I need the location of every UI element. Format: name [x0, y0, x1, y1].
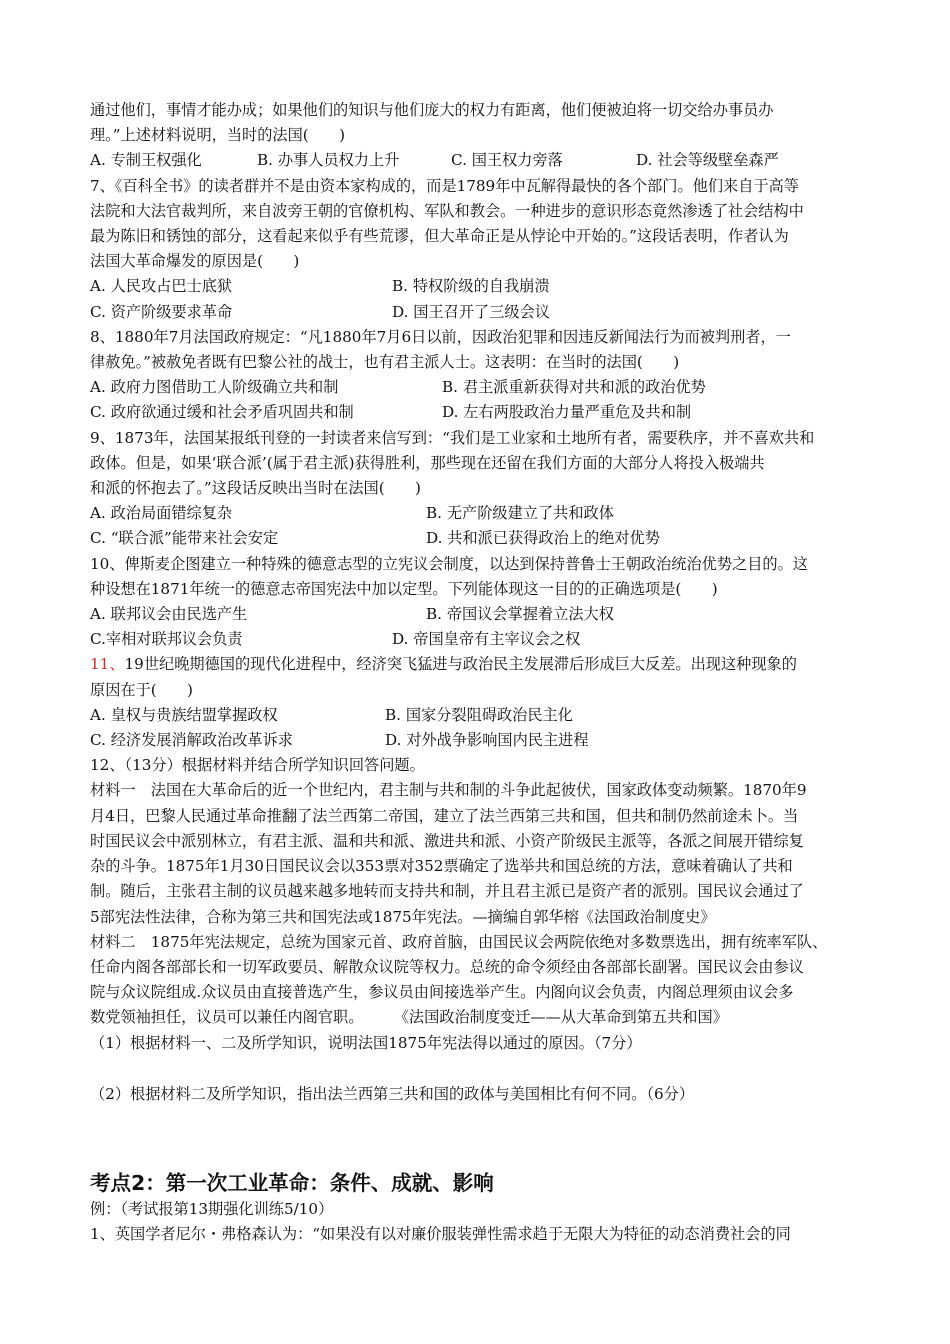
q12-subquestion-2: （2）根据材料二及所学知识，指出法兰西第三共和国的政体与美国相比有何不同。（6分）: [90, 1084, 695, 1103]
q6-stem-line: 理。”上述材料说明，当时的法国( ): [90, 126, 346, 145]
q8-option-b: B. 君主派重新获得对共和派的政治优势: [442, 378, 706, 397]
q11-stem-text: 19世纪晚期德国的现代化进程中，经济突飞猛进与政治民主发展滞后形成巨大反差。出现这种现象的: [124, 655, 797, 674]
q11-option-d: D. 对外战争影响国内民主进程: [385, 731, 589, 750]
q12-material1-line: 月4日，巴黎人民通过革命推翻了法兰西第二帝国，建立了法兰西第三共和国，但共和制仍然前途未卜。当: [90, 806, 799, 825]
q12-material1-line: 制。随后，主张君主制的议员越来越多地转而支持共和制，并且君主派已是资产者的派别。国民议会通过了: [90, 882, 804, 901]
example-source: 例：（考试报第13期强化训练5/10）: [90, 1199, 334, 1218]
q10-stem-line: 10、俾斯麦企图建立一种特殊的德意志型的立宪议会制度，以达到保持普鲁士王朝政治统治优势之目的。这: [90, 554, 808, 573]
q12-material2-line: 院与众议院组成.众议员由直接普选产生，参议员由间接选举产生。内阁向议会负责，内阁总理须由议会多: [90, 983, 794, 1002]
q9-stem-line: 政体。但是，如果‘联合派’(属于君主派)获得胜利，那些现在还留在我们方面的大部分人将投入极端共: [90, 453, 765, 472]
q8-option-d: D. 左右两股政治力量严重危及共和制: [442, 403, 692, 422]
q9-option-a: A. 政治局面错综复杂: [90, 504, 233, 523]
q10-stem-line: 种设想在1871年统一的德意志帝国宪法中加以定型。下列能体现这一目的的正确选项是( ): [90, 579, 718, 598]
q11-stem-line: 原因在于( ): [90, 680, 193, 699]
q8-options-row: [90, 375, 872, 400]
q9-option-c: C. “联合派”能带来社会安定: [90, 529, 279, 548]
q6-options: [90, 148, 872, 173]
q8-option-c: C. 政府欲通过缓和社会矛盾巩固共和制: [90, 403, 354, 422]
q7-options-row: [90, 274, 872, 299]
q7-stem-line: 最为陈旧和锈蚀的部分，这看起来似乎有些荒谬，但大革命正是从悖论中开始的。”这段话表明，作者认为: [90, 227, 789, 246]
q11-option-c: C. 经济发展消解政治改革诉求: [90, 731, 293, 750]
q12-material1-line: 材料一 法国在大革命后的近一个世纪内，君主制与共和制的斗争此起彼伏，国家政体变动频繁。1870年9: [90, 781, 807, 800]
q11-stem-line: [90, 652, 872, 677]
q12-material1-line: 时国民议会中派别林立，有君主派、温和共和派、激进共和派、小资产阶级民主派等，各派之间展开错综复: [90, 831, 804, 850]
q9-stem-line: 9、1873年，法国某报纸刊登的一封读者来信写到：“我们是工业家和土地所有者，需要秩序，并不喜欢共和: [90, 428, 815, 447]
answer-space: [90, 1107, 872, 1169]
q8-stem-line: 律赦免。”被赦免者既有巴黎公社的战士，也有君主派人士。这表明：在当时的法国( ): [90, 353, 680, 372]
q7-option-b: B. 特权阶级的自我崩溃: [392, 277, 550, 296]
q11-option-a: A. 皇权与贵族结盟掌握政权: [90, 705, 278, 724]
section2-q1-stem-line: 1、英国学者尼尔・弗格森认为：“如果没有以对廉价服装弹性需求趋于无限大为特征的动态消费社会的同: [90, 1225, 791, 1244]
q9-option-b: B. 无产阶级建立了共和政体: [426, 504, 614, 523]
q9-options-row: [90, 526, 872, 551]
q12-material2-line: 数党领袖担任，议员可以兼任内阁官职。 《法国政治制度变迁——从大革命到第五共和国》: [90, 1008, 728, 1027]
q9-stem-line: 和派的怀抱去了。”这段话反映出当时在法国( ): [90, 479, 421, 498]
q8-options-row: [90, 400, 872, 425]
q7-option-c: C. 资产阶级要求革命: [90, 302, 233, 321]
q11-number: 11、: [90, 655, 125, 674]
answer-space: [90, 1056, 872, 1082]
q7-options-row: [90, 300, 872, 325]
q6-option-a: A. 专制王权强化: [90, 151, 202, 170]
q12-intro: 12、（13分）根据材料并结合所学知识回答问题。: [90, 756, 425, 775]
q10-option-d: D. 帝国皇帝有主宰议会之权: [392, 630, 581, 649]
q11-options-row: [90, 728, 872, 753]
q6-stem-line: 通过他们，事情才能办成；如果他们的知识与他们庞大的权力有距离，他们便被迫将一切交给办事员办: [90, 101, 774, 119]
q11-options-row: [90, 703, 872, 728]
q7-stem-line: 法国大革命爆发的原因是( ): [90, 252, 300, 271]
q10-options-row: [90, 602, 872, 627]
q12-material2-line: 任命内阁各部部长和一切军政要员、解散众议院等权力。总统的命令须经由各部部长副署。国民议会由参议: [90, 957, 804, 976]
q7-option-d: D. 国王召开了三级会议: [392, 302, 550, 321]
section-heading: 考点2：第一次工业革命：条件、成就、影响: [90, 1170, 494, 1195]
q10-options-row: [90, 627, 872, 652]
q12-material1-line: 杂的斗争。1875年1月30日国民议会以353票对352票确定了选举共和国总统的方法，意味着确认了共和: [90, 857, 793, 876]
q8-option-a: A. 政府力图借助工人阶级确立共和制: [90, 378, 339, 397]
q10-option-c: C.宰相对联邦议会负责: [90, 630, 243, 649]
q12-material2-line: 材料二 1875年宪法规定，总统为国家元首、政府首脑，由国民议会两院依绝对多数票选出，拥有统率军队、: [90, 932, 828, 951]
q7-stem-line: 7、《百科全书》的读者群并不是由资本家构成的，而是1789年中瓦解得最快的各个部门。他们来自于高等: [90, 176, 799, 195]
q11-option-b: B. 国家分裂阻碍政治民主化: [385, 705, 573, 724]
q10-option-a: A. 联邦议会由民选产生: [90, 605, 248, 624]
q6-option-d: D. 社会等级壁垒森严: [636, 151, 779, 170]
q12-material1-line: 5部宪法性法律，合称为第三共和国宪法或1875年宪法。—摘编自郭华榕《法国政治制度史》: [90, 907, 716, 926]
document-page: [90, 98, 872, 1247]
q6-option-b: B. 办事人员权力上升: [257, 151, 400, 170]
q7-option-a: A. 人民攻占巴士底狱: [90, 277, 233, 296]
q7-stem-line: 法院和大法官裁判所，来自波旁王朝的官僚机构、军队和教会。一种进步的意识形态竟然渗透了社会结构中: [90, 201, 804, 220]
q12-subquestion-1: （1）根据材料一、二及所学知识，说明法国1875年宪法得以通过的原因。（7分）: [90, 1033, 642, 1052]
q8-stem-line: 8、1880年7月法国政府规定：“凡1880年7月6日以前，因政治犯罪和因违反新闻法行为而被判刑者，一: [90, 327, 791, 346]
q9-options-row: [90, 501, 872, 526]
q10-option-b: B. 帝国议会掌握着立法大权: [426, 605, 614, 624]
q9-option-d: D. 共和派已获得政治上的绝对优势: [426, 529, 660, 548]
q6-option-c: C. 国王权力旁落: [451, 151, 563, 170]
